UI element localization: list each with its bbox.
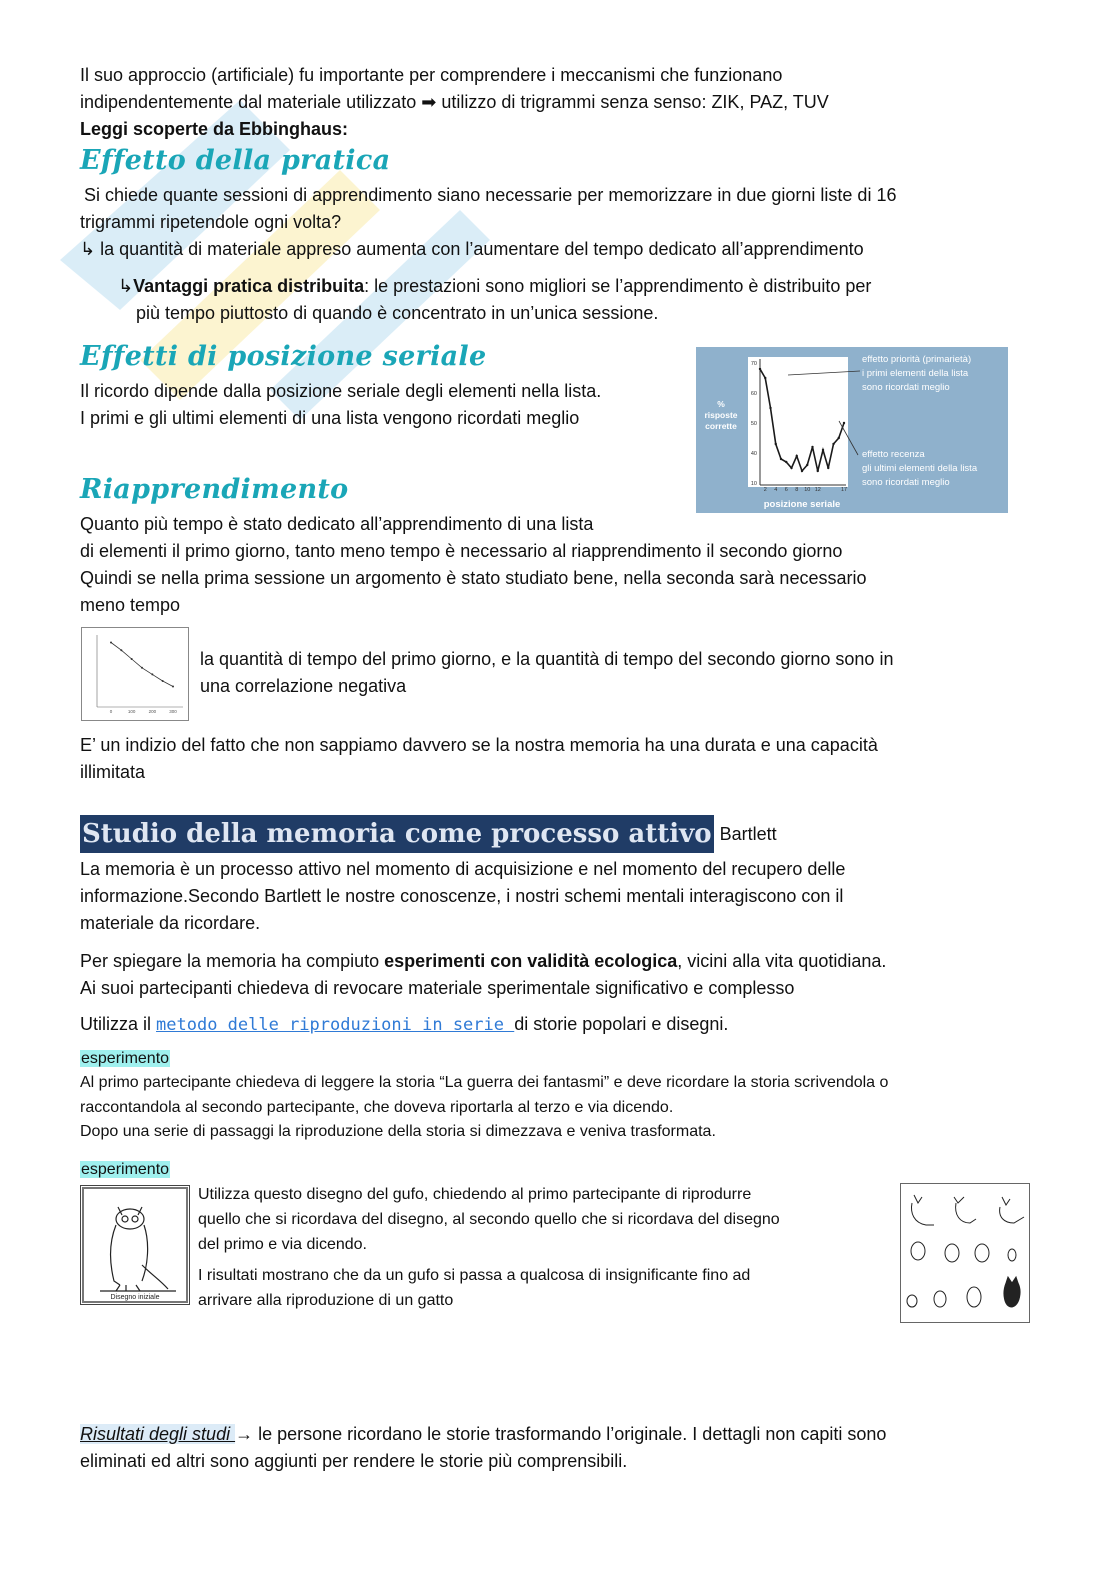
y-label-line: % bbox=[717, 399, 725, 409]
mini-x-tick-label: 0 bbox=[109, 709, 113, 714]
seriale-p1: Il ricordo dipende dalla posizione seriale degli elementi nella lista. bbox=[80, 381, 602, 401]
leggi-heading: Leggi scoperte da Ebbinghaus: bbox=[80, 119, 349, 139]
data-point bbox=[796, 455, 798, 457]
bartlett-p4 bbox=[80, 948, 886, 975]
pratica-sub2-rest: : le prestazioni sono migliori se l’apprendimento è distribuito per bbox=[364, 276, 872, 296]
bartlett-p6 bbox=[80, 1011, 728, 1039]
risultati-l2: eliminati ed altri sono aggiunti per rendere le storie più comprensibili. bbox=[80, 1451, 628, 1471]
pratica-title: Effetto della pratica bbox=[80, 145, 391, 176]
seriale-p2: I primi e gli ultimi elementi di una lista vengono ricordati meglio bbox=[80, 408, 580, 428]
owl-caption: Disegno iniziale bbox=[110, 1294, 160, 1301]
recency-line: gli ultimi elementi della lista bbox=[862, 463, 978, 474]
data-point bbox=[838, 437, 840, 439]
data-point bbox=[827, 467, 829, 469]
y-tick-label: 50 bbox=[750, 421, 757, 427]
data-point bbox=[811, 446, 813, 448]
esp2-l4: I risultati mostrano che da un gufo si passa a qualcosa di insignificante fino ad bbox=[198, 1267, 751, 1284]
intro-line-1: Il suo approccio (artificiale) fu importante per comprendere i meccanismi che funzionano bbox=[80, 65, 783, 85]
owl-frame bbox=[81, 1186, 190, 1305]
esp1-l2: raccontandola al secondo partecipante, che doveva riportarla al terzo e via dicendo. bbox=[80, 1099, 674, 1116]
primacy-line: i primi elementi della lista bbox=[862, 368, 969, 379]
x-axis-label: posizione seriale bbox=[763, 499, 841, 510]
riap-l1: Quanto più tempo è stato dedicato all’apprendimento di una lista bbox=[80, 514, 594, 534]
risultati-label: Risultati degli studi bbox=[80, 1424, 236, 1444]
indizio-l2: illimitata bbox=[80, 762, 146, 782]
plot-area bbox=[748, 357, 848, 487]
data-point bbox=[769, 407, 771, 409]
data-point bbox=[759, 368, 761, 370]
intro-line-2-a: indipendentemente dal materiale utilizzato bbox=[80, 92, 417, 112]
data-point bbox=[775, 443, 777, 445]
primacy-line: sono ricordati meglio bbox=[862, 382, 950, 393]
negative-correlation-chart bbox=[81, 627, 189, 721]
pratica-p2: trigrammi ripetendole ogni volta? bbox=[80, 212, 342, 232]
esperimento-1-label-text: esperimento bbox=[81, 1050, 170, 1067]
x-tick-label: 10 bbox=[804, 487, 811, 493]
x-tick-label: 2 bbox=[763, 487, 767, 493]
x-tick-label: 4 bbox=[774, 487, 778, 493]
primacy-line: effetto priorità (primarietà) bbox=[862, 354, 972, 365]
pratica-sub1-text: la quantità di materiale appreso aumenta con l’aumentare del tempo dedicato all’apprendimento bbox=[100, 239, 864, 259]
bartlett-p1: La memoria è un processo attivo nel momento di acquisizione e nel momento del recupero delle bbox=[80, 859, 846, 879]
esp2-l5: arrivare alla riproduzione di un gatto bbox=[198, 1292, 454, 1309]
data-point bbox=[806, 464, 808, 466]
esperimento-2-label-text: esperimento bbox=[81, 1161, 170, 1178]
indizio-l1: E’ un indizio del fatto che non sappiamo davvero se la nostra memoria ha una durata e una capacità bbox=[80, 735, 878, 755]
mini-x-tick-label: 200 bbox=[148, 709, 157, 714]
x-tick-label: 12 bbox=[814, 487, 821, 493]
data-point bbox=[780, 458, 782, 460]
bartlett-author: Bartlett bbox=[719, 823, 777, 844]
pratica-sub1 bbox=[80, 236, 864, 263]
right-arrow-icon: ➡ bbox=[421, 92, 437, 112]
y-tick-label: 10 bbox=[750, 481, 757, 487]
bartlett-p2: informazione.Secondo Bartlett le nostre conoscenze, i nostri schemi mentali interagiscono con il bbox=[80, 886, 844, 906]
bartlett-heading bbox=[80, 815, 777, 853]
mini-data-point bbox=[131, 658, 133, 660]
seriale-title: Effetti di posizione seriale bbox=[80, 341, 487, 372]
corr-l1: la quantità di tempo del primo giorno, e la quantità di tempo del secondo giorno sono in bbox=[200, 649, 894, 669]
x-tick-label: 17 bbox=[840, 487, 848, 493]
x-tick-label: 6 bbox=[784, 487, 788, 493]
mini-data-point bbox=[110, 642, 112, 644]
esp2-l1: Utilizza questo disegno del gufo, chiedendo al primo partecipante di riprodurre bbox=[198, 1186, 752, 1203]
owl-to-cat-sequence bbox=[900, 1183, 1030, 1323]
mini-x-tick-label: 100 bbox=[127, 709, 136, 714]
data-point bbox=[832, 443, 834, 445]
data-point bbox=[822, 449, 824, 451]
y-label-line: corrette bbox=[705, 421, 737, 431]
pratica-sub2 bbox=[118, 273, 871, 300]
corr-l2: una correlazione negativa bbox=[200, 676, 407, 696]
y-tick-label: 40 bbox=[750, 451, 757, 457]
y-label-line: risposte bbox=[704, 410, 738, 420]
right-arrow-icon: → bbox=[235, 1424, 254, 1444]
bartlett-p4-bold: esperimenti con validità ecologica bbox=[384, 951, 678, 971]
riap-l4: meno tempo bbox=[80, 595, 181, 615]
data-point bbox=[843, 422, 845, 424]
owl-drawing bbox=[80, 1185, 190, 1305]
mini-data-point bbox=[151, 673, 153, 675]
bartlett-p6-b: di storie popolari e disegni. bbox=[514, 1014, 729, 1034]
mini-data-point bbox=[162, 680, 164, 682]
recency-line: sono ricordati meglio bbox=[862, 477, 950, 488]
sub-arrow-icon: ↳ bbox=[80, 239, 96, 259]
data-point bbox=[790, 467, 792, 469]
data-point bbox=[785, 461, 787, 463]
bartlett-p6-a: Utilizza il bbox=[80, 1014, 157, 1034]
esp1-l3: Dopo una serie di passaggi la riproduzione della storia si dimezzava e veniva trasformata. bbox=[80, 1123, 716, 1140]
riap-l2: di elementi il primo giorno, tanto meno tempo è necessario al riapprendimento il secondo giorno bbox=[80, 541, 843, 561]
risultati-l1-text: le persone ricordano le storie trasformando l’originale. I dettagli non capiti sono bbox=[253, 1424, 887, 1444]
intro-line-2-b: utilizzo di trigrammi senza senso: ZIK, PAZ, TUV bbox=[441, 92, 829, 112]
riap-l3: Quindi se nella prima sessione un argomento è stato studiato bene, nella seconda sarà necessario bbox=[80, 568, 867, 588]
bartlett-p3: materiale da ricordare. bbox=[80, 913, 261, 933]
data-point bbox=[801, 470, 803, 472]
mini-data-point bbox=[141, 667, 143, 669]
pratica-sub2-line2: più tempo piuttosto di quando è concentrato in un’unica sessione. bbox=[136, 303, 659, 323]
esperimento-2-label bbox=[80, 1158, 170, 1182]
data-point bbox=[817, 470, 819, 472]
bartlett-p4-a: Per spiegare la memoria ha compiuto bbox=[80, 951, 385, 971]
bartlett-p5: Ai suoi partecipanti chiedeva di revocare materiale sperimentale significativo e complesso bbox=[80, 978, 795, 998]
bartlett-p4-c: , vicini alla vita quotidiana. bbox=[677, 951, 887, 971]
riapprendimento-title: Riapprendimento bbox=[80, 474, 349, 505]
esp1-l1: Al primo partecipante chiedeva di leggere la storia “La guerra dei fantasmi” e deve ricordare la storia scrivendola o bbox=[80, 1074, 889, 1091]
esp2-l3: del primo e via dicendo. bbox=[198, 1236, 367, 1253]
y-tick-label: 70 bbox=[750, 361, 757, 367]
intro-line-2 bbox=[80, 89, 829, 116]
mini-chart-frame bbox=[82, 628, 189, 721]
mini-x-tick-label: 300 bbox=[169, 709, 177, 714]
mini-data-point bbox=[172, 686, 174, 688]
y-tick-label: 60 bbox=[750, 391, 757, 397]
pratica-sub2-bold: Vantaggi pratica distribuita bbox=[133, 276, 365, 296]
bartlett-banner: Studio della memoria come processo attivo bbox=[80, 815, 714, 853]
metodo-link[interactable]: metodo delle riproduzioni in serie bbox=[156, 1015, 515, 1035]
risultati-l1 bbox=[80, 1421, 886, 1448]
data-point bbox=[764, 377, 766, 379]
esperimento-1-label bbox=[80, 1047, 170, 1071]
esp2-l2: quello che si ricordava del disegno, al secondo quello che si ricordava del disegno bbox=[198, 1211, 780, 1228]
recency-line: effetto recenza bbox=[862, 449, 925, 460]
pratica-p1: Si chiede quante sessioni di apprendimento siano necessarie per memorizzare in due giorni liste di 16 bbox=[84, 185, 897, 205]
x-tick-label: 8 bbox=[795, 487, 799, 493]
serial-position-chart bbox=[696, 347, 1008, 513]
mini-data-point bbox=[120, 649, 122, 651]
sub-arrow-icon: ↳ bbox=[118, 276, 134, 296]
